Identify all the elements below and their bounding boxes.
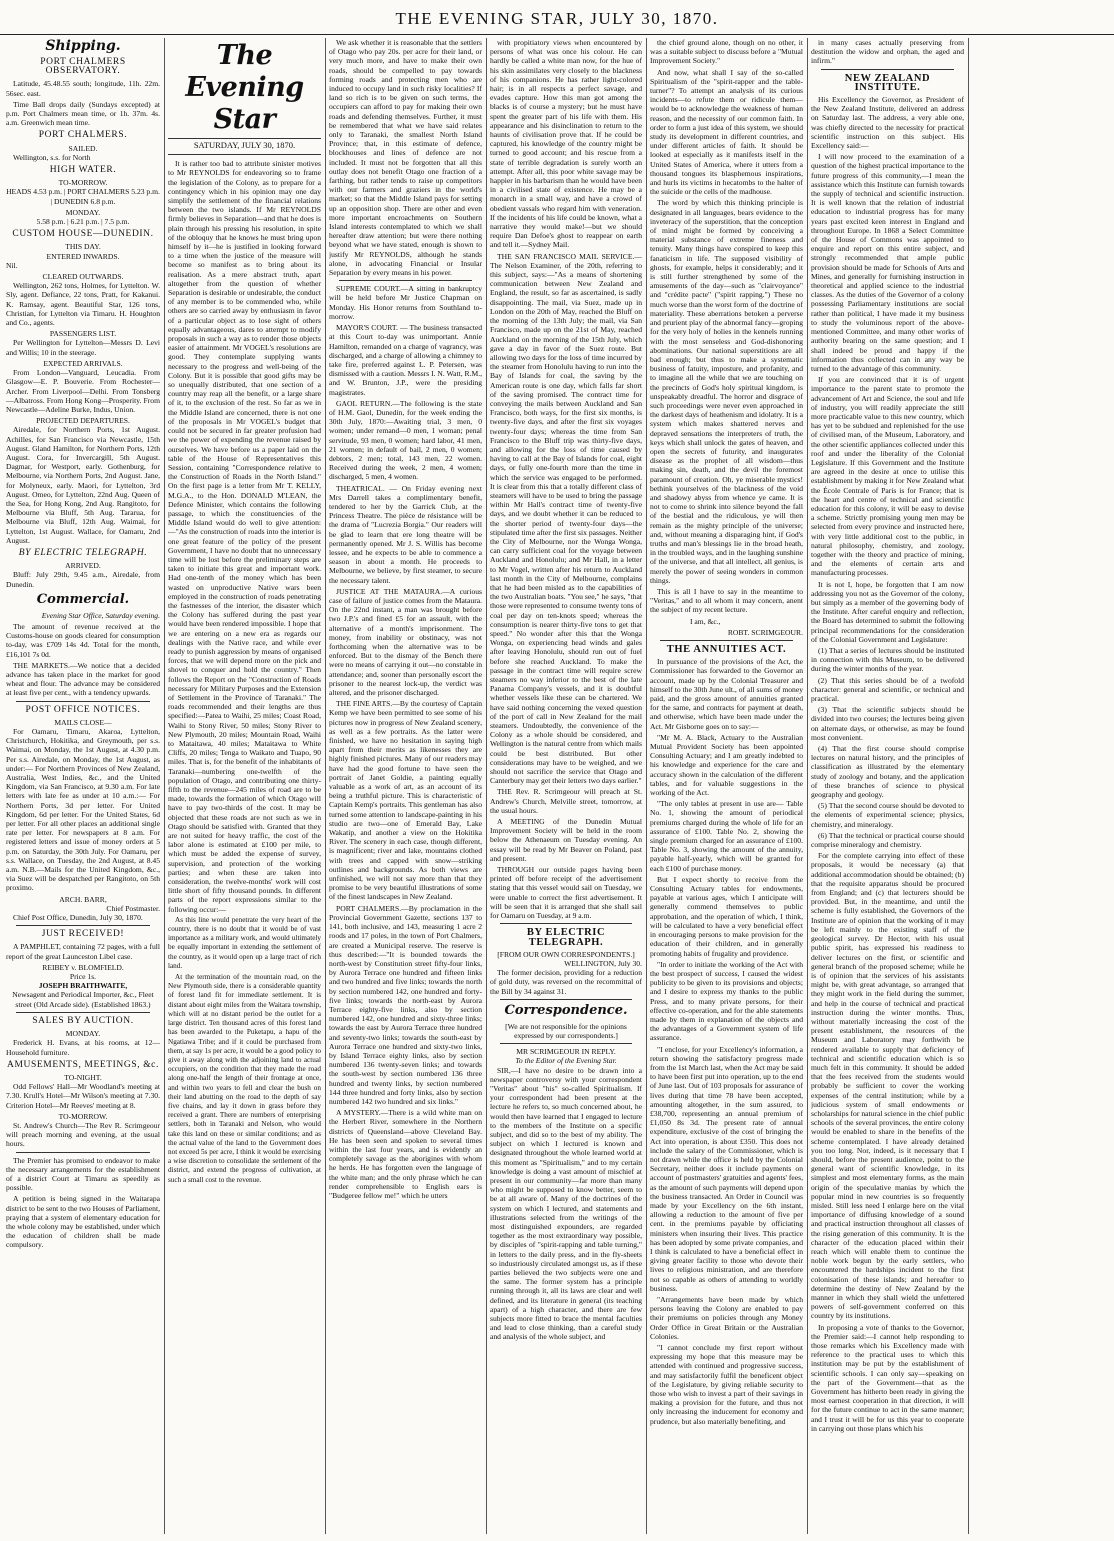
sailed-heading: SAILED. (68, 143, 98, 153)
mails-close-label: MAILS CLOSE— (54, 717, 112, 727)
column-annuities (650, 38, 803, 1534)
column-rule (325, 38, 326, 1534)
projected-text: Airedale, for Northern Ports, 1st August. Achilles, for San Francisco via Newcastle, 15th August. Gland Hamilton, for Northern Ports, 12th August. Cora, for Invercargill, 5th August. Dagmar, for Westport, early. Gothenburg, for Melbourne, via Northern Ports, 2nd August. Jane, for Molyneux, early. Maori, for Lyttelton, 3rd August. Omeo, for Lyttelton, 22nd Aug. Queen of the Sea, for Hong Kong, 2nd Aug. Rangitoto, for Melbourne via Bluff, 5th Aug. Tararua, for Melbourne via Bluff, 12th Aug. Waimai, for Lyttelton, 1st August. Wallace, for Oamaru, 2nd August. (6, 425, 160, 545)
news-item-mayors-court: MAYOR'S COURT. — The business transacted at this Court to-day was unimportant. Annie Hamilton, remanded on a charge of vagrancy, was discharged, and a charge of allowing a chimney to take fire, preferred against L. P. Petersen, was dismissed with a caution. Messrs I. N. Watt, R.M., and W. Brunton, J.P., were the presiding magistrates. (329, 323, 482, 397)
divider (16, 1012, 150, 1013)
mystery-continued: with propitiatory views when encountered by persons of what was once his colour. He can hardly be called a white man now, for the hue of his skin assimilates very closely to the blackness of his companions. He has rather light-colored hair; is in all respects a perfect savage, and evades capture. How this man got among the blacks is of course a mystery; but he must have spent the greater part of his life with them. His appearance and his disinclination to return to the haunts of civilisation prove that. If he could be captured, his knowledge of the country might be turned to good account; and his rescue from a state of terrible degradation is surely worth an attempt. After all, this poor white savage may be happier in his barbarism than he would have been in a civilised state of existence. He may be a monarch in a small way, and have a crowd of obedient vassals who regard him with veneration. If the incidents of his life could be known, what a narrative they would make!—but we should require Dan Defoe's ghost to reappear on earth and tell it.—Sydney Mail. (490, 38, 642, 250)
tide-monday: 5.58 p.m. | 6.21 p.m. | 7.5 p.m. (36, 217, 130, 227)
amusements-heading: AMUSEMENTS, MEETINGS, &c. (7, 1059, 159, 1070)
divider (500, 999, 632, 1000)
institute-recommendation: (6) That the technical or practical course should comprise mineralogy and chemistry. (811, 830, 964, 850)
column-rule (968, 38, 969, 1534)
tide-tomorrow: HEADS 4.53 p.m. | PORT CHALMERS 5.23 p.m. | DUNEDIN 6.8 p.m. (6, 187, 160, 206)
editorial-date: SATURDAY, JULY 30, 1870. (193, 140, 296, 150)
news-item-port-chalmers: PORT CHALMERS.—By proclamation in the Provincial Government Gazette, sections 137 to 141, both inclusive, and 143, measuring 1 acre 2 roods and 17 poles, in the town of Port Chalmers, are created a Municipal reserve. The reserve is thus described:—"It is bounded towards the north-west by Constitution street fifty-four links, by Aurora Terrace one hundred and fifteen links and two hundred and five links; towards the north by section numbered 142, one hundred and forty-five links; towards the north-east by Aurora Terrace eighty-five links, also by section numbered 142, one hundred and sixty-three links; towards the east by Aurora Terrace three hundred and seventy-two links; towards the south-east by Aurora Terrace one hundred and sixty-two links, by Island Terrace eighty links, also by section numbered 136 twenty-seven links; and towards the south-west by section numbered 136 three hundred and twenty links, by section numbered 144 three hundred and forty links, also by section numbered 142 two hundred and six links." (329, 903, 482, 1106)
correspondence-heading: Correspondence. (504, 1002, 628, 1018)
arrived-label: ARRIVED. (65, 561, 101, 571)
amusements-text: Odd Fellows' Hall—Mr Woodland's meeting at 7.30. Krull's Hotel—Mr Wilson's meeting at 7.30. Criterion Hotel—Mr Reeves' meeting at 8. (6, 1082, 160, 1110)
arrived-text: Bluff: July 29th, 9.45 a.m., Airedale, from Dunedin. (6, 570, 160, 589)
institute-recommendation: (4) That the first course should comprise lectures on natural history, and the principles of classification as illustrated by the elementary study of zoology and botany, and the application of these branches of science to physical geography and geology. (811, 744, 964, 800)
telegraph-dateline: WELLINGTON, July 30. (564, 958, 642, 968)
amusements-text-2: St. Andrew's Church—The Rev R. Scrimgeour will preach morning and evening, at the usual hours. (6, 1120, 160, 1149)
report-quote: At the termination of the mountain road, on the New Plymouth side, there is a considerable quantity of forest land fit for immediate settlement. It is distant about eight miles from the Waitara township, which will at no distant period be the outlet for a large district. Ten thousand acres of this forest land has been awarded to the Puketapu, a hapu of the Ngatiawa Tribe; and if it could be purchased from them, at say 1s per acre, it would be a good policy to give it away along with the adjoining land to actual occupiers, on the condition that they made the road along one-half the length of their frontage at once, and within two years to fell and clear the bush on their land abutting on the road to the depth of say five chains, and lay it down in grass before they received a grant. There are numbers of enterprising settlers, both in Taranaki and Nelson, who would take this land on these or similar conditions; and as the actual value of the land to the Government does not exceed 5s per acre, I think it would be exercising a wise discretion to consolidate the settlement of the district, and extend the progress of cultivation, at such a small cost to the revenue. (168, 973, 321, 1184)
customs-heading: CUSTOM HOUSE—DUNEDIN. (12, 229, 154, 240)
column-mail-service (490, 38, 642, 1534)
passengers-label: PASSENGERS LIST. (49, 329, 117, 339)
news-item-outside-pages: THROUGH our outside pages having been printed off before receipt of the advertisement stating that this vessel would sail on Tuesday, we were unable to correct the first advertisement. It will be seen that it is arranged that she shall sail for Oamaru on Tuesday, at 9 a.m. (490, 865, 642, 921)
annuities-paragraph: "I cannot conclude my first report without expressing my hope that this measure may be attended with continued and progressive success, and may satisfactorily fulfil the beneficent object of the Legislature, by giving reliable security to those who wish to invest a part of their savings in making a provision for the future, and thus not only increasing the inducement for economy and prudence, but also materially benefiting, and (650, 1343, 803, 1426)
tomorrow-label-2: TO-MORROW. (58, 1111, 108, 1121)
news-item-gaol-return: GAOL RETURN.—The following is the state of H.M. Gaol, Dunedin, for the week ending the 30th July, 1870:—Awaiting trial, 3 men, 0 women; under remand—0 men, 1 woman; penal servitude, 93 men, 0 women; hard labor, 41 men, 21 women; in default of bail, 2 men, 0 women; debtors, 2 men; total, 143 men, 22 women. Received during the week, 2 men, 4 women; discharged, 5 men, 4 women. (329, 398, 482, 482)
divider (500, 923, 632, 924)
institute-recommendation: (2) That this series should be of a twofold character: general and scientific, or technical and practical. (811, 675, 964, 704)
editorial-paragraph: It is rather too bad to attribute sinister motives to Mr REYNOLDS for endeavoring so to frame the legislation of the Colony, as to prepare for a contingency which in his opinion may one day simplify the settlement of the financial relations between the two islands. If Mr REYNOLDS firmly believes in Separation—and that he does is plain through his pressing his resolution, in spite of the obloquy that he knows he must bring upon himself by it—he is justified in looking forward to a time when the justice of the measure will become so manifest as to bring about its realisation. As a mere abstract truth, apart altogether from the question of whether Separation is desirable or undesirable, the conduct of any member is to be commended who, while others are so carried away by enthusiasm in favor of a particular object as to lose sight of others equally advantageous, dares to attempt to modify proposals in such a way as to render those objects easier of attainment. Mr VOGEL's resolutions are good. They contemplate supplying wants necessary to the progress and well-being of the Colony. But it is possible that good gifts may be so unequally distributed, that one section of a country may reap all the benefit, or a large share of it, to the exclusion of the rest. So far as we in the Middle Island are concerned, there is not one of the proposals in Mr VOGEL's budget that could not be secured in far greater profusion had we the power of expending the revenue raised by ourselves. We have before us a paper laid on the table of the House of Representatives this Session, containing "Correspondence relative to the Construction of Roads in the North Island." On the first page is a letter from Mr T. KELLY, M.G.A., to the Hon. DONALD M'LEAN, the Defence Minister, which contains the following passage, to which the constituencies of the Middle Island would do well to give attention:—"As the construction of roads into the interior is one great feature of the policy of the present Government, I have no doubt that no unnecessary time will be lost before the preliminary steps are taken to initiate this great and important work. Had one-tenth of the money which has been wasted on unproductive Native wars been employed in the construction of roads penetrating the fastnesses of the interior, the disaster which the Colony has suffered during the past year would have been rendered impossible. I hope that we are entering on a new era as regards our dealings with the Native race, and while ever ready to punish aggression by means of organised forces, that we will depend more on the pick and shovel to conquer and hold the country." Then follows the Report on the "Construction of Roads necessary for Military Purposes and the Extension of Settlement in the Province of Taranaki." The roads recommended and their lengths are thus specified:—Patea to Waihi, 25 miles; Coast Road, Waihi to Stony River, 50 miles; Stony River to New Plymouth, 20 miles; Mountain Road, Waihi to Mataitawa, 40 miles; Mataitawa to White Cliffs, 20 miles; Tenga to Waikato and Tuapo, 90 miles. That is, for the benefit of the inhabitants of Taranaki—numbering one-twelfth of the population of Otago, and contributing one thirty-fifth to the revenue—245 miles of road are to be made, towards the formation of which Otago will have to pay two-thirds of the cost. It may be objected that these roads are not such as we in Otago should be satisfied with. Granted that they are not suited for heavy traffic, the cost of the labor alone is estimated at £100 per mile, to which must be added the expense of survey, supervision, and protection of the working parties; and when these are taken into consideration, the twelve-months' work will cost little short of fifty thousand pounds. In different parts of the report expressions similar to the following occur:— (168, 159, 321, 914)
divider (168, 138, 321, 139)
letter-paragraph: This is all I have to say in the meantime to "Veritas," and to all whom it may concern, anent the subject of my recent lecture. (650, 586, 803, 615)
news-item-supreme-court: SUPREME COURT.—A sitting in bankruptcy will be held before Mr Justice Chapman on Monday. His Honor returns from Southland to-morrow. (329, 284, 482, 321)
report-quote: As this line would penetrate the very heart of the country, there is no doubt that it would be of vast importance as a military work, and would ultimately be equally important in extending the settlement of the country, as it would open up a large tract of rich land. (168, 915, 321, 970)
sales-text: Frederick H. Evans, at his rooms, at 12—Household furniture. (6, 1038, 160, 1057)
divider (339, 280, 472, 281)
premier-note: The Premier has promised to endeavor to make the necessary arrangements for the establishment of a district Court at Timaru as speedily as possible. (6, 1155, 160, 1193)
masthead-title: THE EVENING STAR, JULY 30, 1870. (395, 9, 719, 28)
sales-heading: SALES BY AUCTION. (32, 1015, 134, 1026)
braithwaite-name: JOSEPH BRAITHWAITE, (38, 981, 128, 991)
expected-text: From London—Vanguard, Leucadia. From Glasgow—E. P. Bouverie. From Rochester—Archer. From Liverpool—Delhi. From Tonsberg—Albatross. From Hong Kong—Prosperity. From Newcastle—Adeline Burke, Indus, Union. (6, 368, 160, 414)
telegraph-heading: BY ELECTRIC TELEGRAPH. (526, 927, 606, 948)
letter-heading: MR SCRIMGEOUR IN REPLY. (516, 1047, 616, 1057)
annuities-paragraph: "Mr M. A. Black, Actuary to the Australian Mutual Provident Society has been appointed Consulting Actuary; and I am greatly indebted to his knowledge and experience for the care and accuracy shown in the calculation of the different tables, and for valuable suggestions in the working of the Act. (650, 732, 803, 798)
letter-paragraph: The word by which this thinking principle is designated in all languages, bears evidence to the inveteracy of the superstition, that the conception of mind might be formed by conceiving a material substance of extreme fineness and tenuity. Many things have conspired to keep this fanaticism in life. The supposed visibility of ghosts, for example, helps it considerably; and it is still further strengthened by some of the amusements of the day—such as "clairvoyance" and "crédite pacte" ("spirit rapping.") These no much worse than the worst form of the doctrine of materiality. These aberrations betoken a perverse and prurient play of the abnormal fancy—groping for the very holy of holies in the kennels running with the most senseless and God-dishonoring abominations. Our national superstitions are all bad enough; but thus to make a systematic business of fatuity, imposture, and profanity, and to imagine all the while that we are touching on the precincts of God's holy spiritual kingdom, is unspeakably dreadful. The horror and disgrace of such proceedings were never even approached in the darkest days of heathenism and idolatry. It is a system which makes shattered nerves and depraved sensations the interpreters of truth, the keys which shall unlock the gates of heaven, and open the secrets of futurity, and inaugurates disease as the prophet of all wisdom—thus making sin, death, and the devil the foremost paramount of creation. Oh, ye miserable mystics! bethink yourselves of the blackness of the void and shadowy abyss from whence ye came. It is not to come to shrink into silence beyond the fall of the bestial and the ridiculous, ye will then remain as the mighty principle of the universe; and, without meaning a disparaging hint, if God's truths and man's blessings lie in the broad heath, in the troubled ways, and in the laughing sunshine of the universe, and that all intellect, all genius, is merely the power of seeing wonders in common things. (650, 198, 803, 585)
sailed-text: Wellington, s.s. for North (13, 152, 91, 162)
just-received-heading: JUST RECEIVED! (41, 929, 125, 940)
expected-label: EXPECTED ARRIVALS. (43, 358, 123, 368)
institute-recommendation: (5) That the second course should be devoted to the elements of experimental science; physics, chemistry, and mineralogy. (811, 801, 964, 829)
divider (500, 1043, 632, 1044)
letter-closing: I am, &c., (690, 616, 721, 626)
institute-paragraph: It is not I, hope, be forgotten that I am now addressing you not as the Governor of the colony, but simply as a member of the governing body of the Institute. After careful enquiry and reflection, the Board has determined to submit the following principal recommendations for the consideration of the Colonial Government and Legislature: (811, 579, 964, 644)
column-continuation (972, 38, 1110, 1534)
reibey-title: REIBEY v. BLOMFIELD. (42, 962, 124, 972)
entered-nil: Nil. (6, 260, 18, 270)
pamphlet-price: Price 1s. (69, 972, 97, 982)
this-day-label: THIS DAY. (65, 242, 101, 252)
annuities-paragraph: "I enclose, for your Excellency's information, a return showing the satisfactory progress made from the 1st March last, when the Act may be said to have been first put into operation, up to the end of June last. Out of 103 proposals for assurance of lives during that time 78 have been accepted, amounting altogether, in the sum assured, to £38,700, representing an annual premium of £1,050 8s 3d. The present rate of annual expenditure, exclusive of the cost of bringing the Act into operation, is about £350. This does not include the salary of the Commissioner, which is not drawn while the office is held by the Colonial Secretary, neither does it include payments on account of postmasters' gratuities and agents' fees, as the amount of such payments will depend upon the business transacted. An Order in Council was made by your Excellency on the 6th instant, allowing a reduction to the amount of five per cent. in the premiums payable by officiating ministers when insuring their lives. This practice has been adopted by some private companies, and I think is calculated to have a beneficial effect in giving greater facility to those who devote their lives to religious ministration, and are therefore not so capable as others of attending to worldly business. (650, 1044, 803, 1293)
column-shipping (6, 38, 160, 1534)
cleared-label: CLEARED OUTWARDS. (42, 272, 124, 282)
column-local-news (329, 38, 482, 1534)
postmaster-name: ARCH. BARR, (59, 894, 107, 904)
letter-addressee: To the Editor of the Evening Star. (515, 1056, 617, 1066)
letter-continued: the chief ground alone, though on no other, it was a suitable subject to discuss before a "Mutual Improvement Society." (650, 38, 803, 66)
telegraph-heading: BY ELECTRIC TELEGRAPH. (18, 547, 148, 558)
annuities-paragraph: "In order to initiate the working of the Act with the best prospect of success, I caused the widest publicity to be given to its provisions and objects; and I desire to express my thanks to the public Press, and to many private persons, for their effective co-operation, and for the able statements made by them in explanation of the objects and the advantages of a Government system of life assurance. (650, 959, 803, 1043)
post-office-heading: POST OFFICE NOTICES. (25, 704, 141, 715)
news-item-meeting: A MEETING of the Dunedin Mutual Improvement Society will be held in the room below the Athenaeum on Tuesday evening. An essay will be read by Mr Beaver on Poland, past and present. (490, 817, 642, 863)
institute-paragraph: In proposing a vote of thanks to the Governor, the Premier said:—I cannot help responding to those remarks which his Excellency made with reference to the practical uses to which this institution may be put by the establishment of scientific schools. I can only say—speaking on the part of the Government—that as the Government has hitherto been ready in giving the most earnest cooperation in that direction, it will for the future continue to act in the same manner; and I trust it will be for us this year to cooperate in carrying out those plans which his (811, 1322, 964, 1433)
divider (16, 1152, 150, 1153)
letter-signature: ROBT. SCRIMGEOUR. (727, 627, 803, 637)
commercial-text-2: THE MARKETS.—We notice that a decided advance has taken place in the market for good wheat and flour. The advance may be considered at least five per cent., with a tendency upwards. (6, 660, 160, 698)
letter-paragraph: And now, what shall I say of the so-called Spiritualism of the "spirit-rapper and the table-turner"? To attempt an analysis of its curious incidents—to refute them or ridicule them—would be to acknowledge the weakness of human reason, and the necessity of our common faith. In order to form a just idea of this system, we should study its development in different countries, and under different articles of faith. It should be looked at especially as it manifests itself in the United States of America, where it utters from a thousand tongues its blasphemous inspirations, and hurls its victims in hecatombs to the halter of the suicide or the cells of the madhouse. (650, 67, 803, 197)
institute-paragraph: If you are convinced that it is of urgent importance to the parent state to promote the advancement of Art and Science, the soul and life of industry, you will readily appreciate the still more practicable value to this new country, which has yet to be subdued and replenished for the use of civilised man, of the Museum, Laboratory, and the other scientific appliances collected under this roof and under the liberality of the Colonial Legislature. If this Government and the Institute are agreed in the desire at once to utilise this establishment by making it for New Zealand what the École Centrale of Paris is for France; that is the heart and centre of technical and scientific education for this colony, it will be easy to devise a scheme. Strictly promising young men may be selected from every province and instructed here, with very little additional cost to the public, in natural philosophy, chemistry, and zoology, together with the theory and practice of mining, and the elements of certain arts and manufacturing processes. (811, 375, 964, 578)
divider (660, 640, 793, 641)
institute-heading: NEW ZEALAND INSTITUTE. (844, 72, 931, 93)
annuities-continued: in many cases actually preserving from destitution the widow and orphan, the aged and infirm." (811, 38, 964, 66)
observatory-heading: PORT CHALMERS OBSERVATORY. (40, 57, 126, 77)
divider (16, 701, 150, 702)
institute-paragraph: I will now proceed to the examination of a question of the highest practical importance to the future progress of this community,—I mean the assistance which this Institute can furnish towards the supply of technical and scientific instruction. It is well known that the relation of industrial education to industrial progress has for many years past excited keen interest in England and throughout Europe. In 1868 a Select Committee of the House of Commons was appointed to enquire and report on this entire subject, and strongly recommended that ample public provision should be made for Schools of Arts and Mines, and generally for furnishing instruction in theoretical and applied science to the industrial classes. As the duties of the Governor of a colony possessing Parliamentary institutions are social rather than political, I have made it my business to study the voluminous report of the above-mentioned Committee, and many other works of authority bearing on the same question; and I shall indeed be proud and happy if the information thus collected can in any way be turned to the advantage of this community. (811, 152, 964, 373)
correspondence-note: [We are not responsible for the opinions expressed by our correspondents.] (505, 1021, 627, 1040)
passengers-text: Per Wellington for Lyttelton—Messrs D. Levi and Willis; 10 in the steerage. (6, 338, 160, 357)
petition-note: A petition is being signed in the Waitarapa district to be sent to the two Houses of Parliament, praying that a system of elementary education for the whole colony may be established, under which the education of children shall be made compulsory. (6, 1194, 160, 1250)
news-item-mail-service: THE SAN FRANCISCO MAIL SERVICE.—The Nelson Examiner, of the 20th, referring to this subject, says:—"As a means of shortening communication between New Zealand and England, the result, so far as ascertained, is sadly disappointing. The mail, via Suez, made up in London on the 20th of May, reached the Bluff on the morning of the 13th July; the mail, via San Francisco, made up on the 21st of May, reached Auckland on the morning of the 15th July, which gave a day in favor of the Suez route. But allowing two days for the loss of time incurred by the steamer from Honolulu having to run into the Bay of Islands for coal, the saving by the American route is one day, which falls far short of the saving promised. The contract time for conveying the mails between Auckland and San Francisco, both ways, for the first six months, is twenty-five days, and after the first six voyages twenty-four days; whereas the time from San Francisco to the Bluff trip was thirty-five days, and allowing for the loss of time caused by having to call at the Bay of Islands for coal, eight days, or fully one-fourth more than the time in which the service was engaged to be performed. It is clear from this that a totally different class of steamers will have to be used to bring the passage within Mr Hall's contract time of twenty-five days, and we doubt whether it can be reduced to the shorter period of twenty-four days—the stipulated time after the first six passages. Neither the City of Melbourne, nor the Wonga Wonga, can carry sufficient coal for the voyage between Auckland and Honolulu; and Mr Hall, in a letter to Mr Vogel, written after his return to Auckland last month in the City of Melbourne, complains that he had been misled as to the capabilities of the two Australian boats. "You see," he says, "that those were represented to consume twenty tons of coal per day on ten-knots speed; whereas the consumption is nearer thirty-five tons to get that speed." No wonder after this that the Wonga Wonga, on experiencing head winds and gales after leaving Honolulu, should run out of fuel before she reached Auckland. To make the passage in the contract time will require screw steamers no way inferior to the best of the late Panama Company's vessels, and it is doubtful whether vessels like these can be chartered. We have said nothing concerning the vexed question of the port of call in New Zealand for the mail steamers. Undoubtedly, the convenience of the Colony as a whole should be considered, and Wellington is the natural centre from which mails could be best distributed. But other considerations may have to be weighed, and we should not sacrifice the service that Otago and Canterbury may get their letters two days earlier." (490, 251, 642, 786)
news-item-mataura: JUSTICE AT THE MATAURA.—A curious case of failure of justice comes from the Mataura. On the 22nd instant, a man was brought before two J.P.'s and fined £5 for an assault, with the alternative of a month's imprisonment. The money, from inability or obstinacy, was not forthcoming when the alternative was to be enforced. But to the dismay of the Bench there were no means of carrying it out—no constable in attendance; and, sooner than personally escort the prisoner to the nearest lock-up, the verdict was altered, and the prisoner discharged. (329, 586, 482, 698)
letter-text: SIR,—I have no desire to be drawn into a newspaper controversy with your correspondent "Veritas" about "his" so-called Spiritualism. If your correspondent had been present at the lecture he refers to, so much concerned about, he would then have learned that I engaged to lecture to the members of the Institute on a specific subject, and did so to the best of my ability. The subject on which I lectured is known and designated throughout the whole learned world at this moment as "Spiritualism," and to my certain knowledge is doing a vast amount of mischief at present in our community—far more than many who might be supposed to know better, seem to be at all aware of. Many of the doctrines of the system on which I lectured, and statements and illustrations selected from the writings of the most distinguished expounders, are regarded together as the most extraordinary way possible, by disciples of "spirit-rapping and table turning," in letters to the daily press, and in the fly-sheets so industriously circulated amongst us, as if these parties believed the two subjects were one and the same. The former system has a principle running through it, all its laws are clear and well defined, and its literature in general (its teaching apart) of a high character, and there are few subjects more fitted to brace the mental faculties and lead to close thinking, than a careful study and analysis of the whole subject, and (490, 1065, 642, 1342)
tomorrow-label: TO-MORROW. (58, 178, 108, 188)
news-item-mystery: A MYSTERY.—There is a wild white man on the Herbert River, somewhere in the Northern districts of Queensland—above Cleveland Bay. He has been seen and spoken to several times within the last four years, and is evidently an completely savage as the aborigines with whom he herds. He has forgotten even the language of the white man; and the only phrase which he can render comprehensible to English ears is "Budgeree fellow me!" which he utters (329, 1108, 482, 1200)
news-item-theatrical: THEATRICAL. — On Friday evening next Mrs Darrell takes a complimentary benefit, tendered to her by the Garrick Club, at the Princess Theatre. The pièce de résistance will be the drama of "Lucrezia Borgia." Our readers will be glad to learn that ere long theatre will be permanently opened. Mr J. S. Willis has become lessee, and he expects to be able to commence a season in about a month. He proceeds to Melbourne, we believe, by first steamer, to secure the necessary talent. (329, 483, 482, 585)
divider (821, 69, 954, 70)
port-heading: PORT CHALMERS. (38, 130, 128, 141)
commercial-heading: Commercial. (36, 591, 130, 607)
postmaster-title: Chief Postmaster. (106, 903, 160, 913)
column-rule (646, 38, 647, 1534)
institute-paragraph: For the complete carrying into effect of these proposals, it would be necessary (a) that additional accommodation should be obtained; (b) that the requisite apparatus should be procured from England; and (c) that lecturers should be provided. But, in the meantime, and until the scheme is fully established, the Governors of the Institute are of opinion that the working of it may be left mainly to the existing staff of the geological survey. Dr Hector, with his usual public spirit, has expressed his readiness to deliver lectures on the first, or scientific and general branch of the proposed scheme; while he is of opinion that the services of his assistants might be, with great advantage, so arranged that they might work in the field during the summer, and help in the course of technical and practical instruction during the winter months. Thus, without materially increasing the cost of the present establishment, the resources of the Museum and Laboratory may forthwith be rendered available to supply that deficiency of technical and scientific education which is so much felt in this community. It should be added that the fees received from the students would probably be sufficient to cover the working expenses of the central institution; while by a judicious system of small endowments or scholarships for natural science in the chief public schools of the several provinces, the entire colony would be enabled to share in the benefits of the scheme contemplated. I have already detained you too long. Nor, indeed, is it necessary that I should, before the present audience, point to the general want of scientific knowledge, in its simplest and most elementary forms, as the main origin of the speculative manias by which the popular mind in new countries is so frequently misled. Still less need I enlarge here on the vital importance of diffusing knowledge of a sound and practical instruction throughout all classes of the rising generation of this community. It is the character of the education placed within their reach which will enable them to continue the noble work begun by the early settlers, who encountered the hardships incident to the first colonisation of these islands; and hereafter to determine the destiny of New Zealand by the manner in which they shall wield the unfettered powers of self-government conferred on this country by its institutions. (811, 851, 964, 1321)
timeball-text: Time Ball drops daily (Sundays excepted) at p.m. Port Chalmers mean time, or 1h. 37m. 4s. a.m. Greenwich mean time. (6, 99, 160, 128)
office-line: Evening Star Office, Saturday evening. (41, 610, 160, 620)
column-rule (164, 38, 165, 1534)
editorial-continued: We ask whether it is reasonable that the settlers of Otago who pay 20s. per acre for their land, or very much more, and have to make their own roads, should be compelled to pay towards forming roads and protecting men who are induced to occupy land in such risky localities? If land so rich is to be given on such terms, the occupiers can afford to pay for making their own roads and defending themselves. Further, it must be remembered that what we have said relates only to Taranaki, the smallest North Island Province; that, in this estimate of defence, blockhouses and lines of defence are not included. It must not be forgotten that all this outlay does not benefit Otago one fraction of a farthing, but rather tends to raise up competitors with our farmers and graziers in the world's market; so that the Middle Island pays for setting up an opposition shop. There are other and even more important encroachments on Southern Island interests contemplated to which we shall hereafter draw attention; but were there nothing beyond what we have stated, enough is shown to justify Mr REYNOLDS, although he stands alone, in advocating Financial or Insular Separation by every means in his power. (329, 38, 482, 278)
institute-recommendation: (3) That the scientific subjects should be divided into two courses; the lectures being given on alternate days, or otherwise, as may be found most convenient. (811, 705, 964, 742)
post-office-date: Chief Post Office, Dunedin, July 30, 1870. (13, 913, 143, 923)
high-water-heading: HIGH WATER. (49, 165, 117, 176)
divider (168, 154, 321, 155)
institute-paragraph: His Excellency the Governor, as President of the New Zealand Institute, delivered an address on Saturday last. The address, a very able one, was chiefly directed to the necessity for practical scientific instruction on this subject. His Excellency said:— (811, 95, 964, 151)
masthead (0, 0, 1114, 35)
telegraph-text: The former decision, providing for a reduction of gold duty, was reversed on the recommittal of the Bill by 34 against 31. (490, 968, 642, 996)
tonight-label: TO-NIGHT. (64, 1072, 102, 1082)
divider (16, 925, 150, 926)
cleared-text: Wellington, 262 tons, Holmes, for Lyttelton. W. Sly, agent. Defiance, 22 tons, Pratt, for Kakanui. K. Ramsay, agent. Beautiful Star, 126 tons, Christian, for Lyttelton via Timaru. H. Houghton and Co., agents. (6, 281, 160, 328)
sales-monday: MONDAY. (65, 1029, 101, 1039)
observatory-text: Latitude, 45.48.55 south; longitude, 11h. 22m. 56sec. east. (6, 79, 160, 98)
mails-text: For Oamaru, Timaru, Akaroa, Lyttelton, Christchurch, Hokitika, and Greymouth, per s.s. Waimai, on Monday, the 1st August, at 4.30 p.m. Per s.s. Airedale, on Monday, the 1st August, as under:— For Northern Provinces of New Zealand, Australia, West Indies, &c., and the United Kingdom, via San Francisco, at 9.30 a.m. For late letters with late fee as under at 10 a.m.:— For Northern Ports, 3d per letter. For United Kingdom, 6d per letter. For the United States, 6d per letter. For all other places an additional single rate per letter. For newspapers at 8 a.m. For registered letters and issue of money orders at 5 p.m. on Saturday, the 30th July. For Oamaru, per s.s. Wallace, on Tuesday, the 2nd August, at 8.45 a.m. N.B.—Mails for the United Kingdom, &c., via Suez will be despatched per Rangitoto, on 5th proximo. (6, 727, 160, 893)
just-received-text: A PAMPHLET, containing 72 pages, with a full report of the great Launceston Libel case. (6, 942, 160, 961)
column-editorial (168, 38, 321, 1534)
newspaper-columns (6, 38, 1110, 1534)
news-item-scrimgeour: THE Rev. R. Scrimgeour will preach at St. Andrew's Church, Melville street, tomorrow, at the usual hours. (490, 787, 642, 815)
entered-inwards-label: ENTERED INWARDS. (46, 251, 120, 261)
braithwaite-address: Newsagent and Periodical Importer, &c., Fleet street (Old Arcade side). (Established 1863.) (12, 990, 154, 1009)
news-item-fine-arts: THE FINE ARTS.—By the courtesy of Captain Kemp we have been permitted to see some of his pictures now in progress of New Zealand scenery, as well as a few portraits. As the latter were finished, we have no hesitation in saying high apart from their merits as likenesses they are highly finished pictures. Many of our readers may have had the good fortune to have seen the portrait of Janet Goldie, a painting equally valuable as a work of art, as an account of its being a truthful picture. This is characteristic of Captain Kemp's portraits. This gentleman has also turned some attention to landscape-painting in his studio are two—one of Emerald Bay, Lake Wakatip, and another a view on the Hokitika River. The scenery in each case, though different, is magnificent; river and lake, mountains clothed with trees and capped with snow—striking outlines and backgrounds. As both views are unfinished, we will not say more than that they promise to be very beautiful illustrations of some of the finest landscapes in New Zealand. (329, 699, 482, 902)
column-rule (486, 38, 487, 1534)
telegraph-subheading: [FROM OUR OWN CORRESPONDENTS.] (497, 949, 635, 959)
newspaper-title: The Evening Star (185, 40, 304, 135)
commercial-text-1: The amount of revenue received at the Customs-house on goods cleared for consumption to-day, was £709 14s 4d. Total for the month, £16,101 7s 0d. (6, 621, 160, 659)
institute-recommendation: (1) That a series of lectures should be instituted in connection with this Museum, to be delivered during the winter months of the year. (811, 646, 964, 674)
column-rule (807, 38, 808, 1534)
annuities-paragraph: In pursuance of the provisions of the Act, the Commissioner has forwarded to the Governor an account, made up by the Colonial Treasurer and himself to the 30th June ult., of all sums of money paid, and the gross amount of annuities granted for the same, and contracts for payment at death, and otherwise, which have been made under the Act. Mr Gisborne goes on to say:— (650, 657, 803, 731)
annuities-paragraph: But I expect shortly to receive from the Consulting Actuary tables for endowments, payable at various ages, which I anticipate will generally commend themselves to public approbation, and the operation of which, I think, will be calculated to have a very beneficial effect in encouraging persons to make provision for the education of their children, and in generally promoting habits of frugality and providence. (650, 874, 803, 958)
annuities-heading: THE ANNUITIES ACT. (666, 644, 787, 655)
annuities-paragraph: "The only tables at present in use are— Table No. 1, showing the amount of periodical premiums charged during the whole of life for an assurance of £100. Table No. 2, showing the single premium charged for an assurance of £100. Table No. 3, showing the amount of the annuity, payable half-yearly, which will be granted for each £100 of purchase money. (650, 799, 803, 873)
column-institute (811, 38, 964, 1534)
monday-label: MONDAY. (65, 207, 101, 217)
projected-label: PROJECTED DEPARTURES. (36, 416, 130, 426)
shipping-heading: Shipping. (45, 38, 121, 54)
annuities-paragraph: "Arrangements have been made by which persons leaving the Colony are enabled to pay their premiums on policies through any Money Order Office in Great Britain or the Australian Colonies. (650, 1295, 803, 1341)
